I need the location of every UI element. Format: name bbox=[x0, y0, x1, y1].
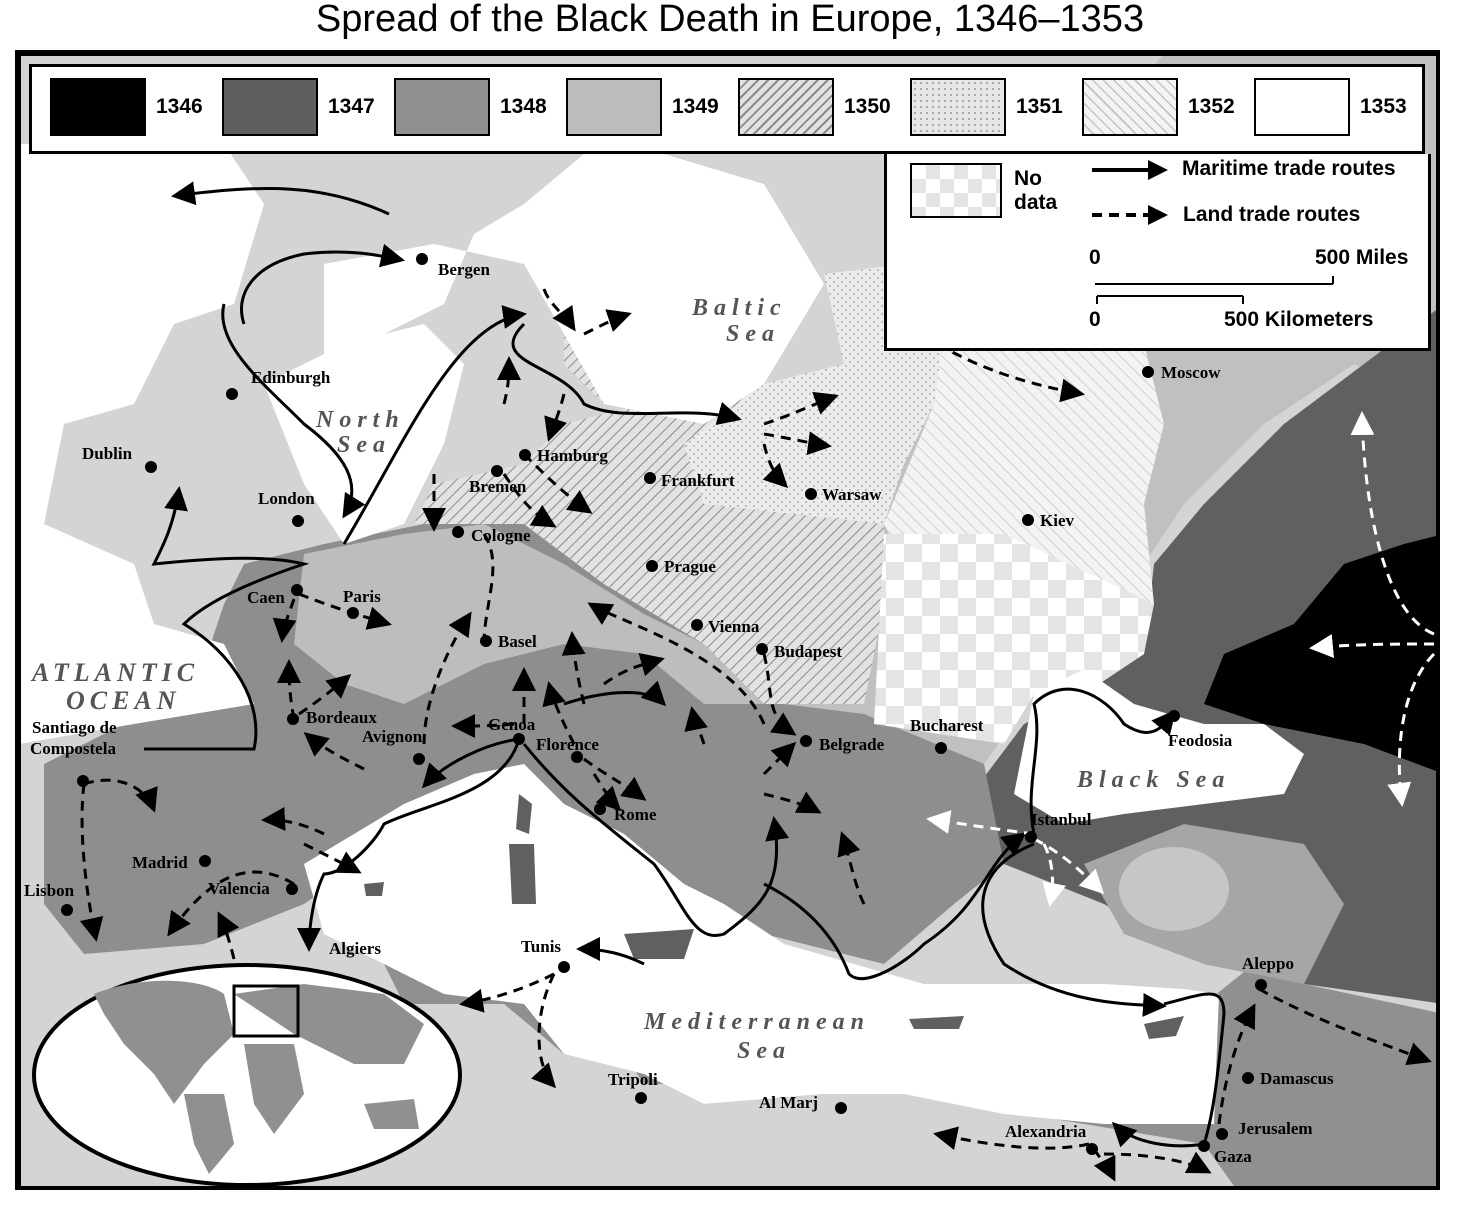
legend-label-1353: 1353 bbox=[1360, 95, 1407, 118]
inset-world-map bbox=[34, 965, 460, 1185]
city-bergen: Bergen bbox=[438, 260, 490, 279]
city-damascus: Damascus bbox=[1260, 1069, 1334, 1088]
city-alexandria: Alexandria bbox=[1005, 1122, 1087, 1141]
maritime-label: Maritime trade routes bbox=[1182, 157, 1396, 180]
city-kiev: Kiev bbox=[1040, 511, 1074, 530]
city-moscow: Moscow bbox=[1161, 363, 1221, 382]
city-budapest: Budapest bbox=[774, 642, 843, 661]
legend-label-1352: 1352 bbox=[1188, 95, 1235, 118]
city-edinburgh: Edinburgh bbox=[251, 368, 331, 387]
legend-label-1348: 1348 bbox=[500, 95, 547, 118]
city-aleppo: Aleppo bbox=[1242, 954, 1294, 973]
city-basel: Basel bbox=[498, 632, 537, 651]
scale-km: 500 Kilometers bbox=[1224, 308, 1374, 331]
city-hamburg: Hamburg bbox=[537, 446, 608, 465]
city-santiago-2: Compostela bbox=[30, 739, 116, 758]
city-belgrade: Belgrade bbox=[819, 735, 885, 754]
city-cologne: Cologne bbox=[471, 526, 531, 545]
legend-swatch-1351 bbox=[910, 78, 1006, 136]
city-algiers: Algiers bbox=[329, 939, 381, 958]
label-atlantic-2: OCEAN bbox=[66, 686, 181, 715]
city-london: London bbox=[258, 489, 315, 508]
no-data-label: No data bbox=[1014, 167, 1058, 214]
land-label: Land trade routes bbox=[1183, 203, 1361, 226]
region-anatolia-inner bbox=[1119, 847, 1229, 931]
legend-swatch-1349 bbox=[566, 78, 662, 136]
city-vienna: Vienna bbox=[708, 617, 760, 636]
city-warsaw: Warsaw bbox=[822, 485, 882, 504]
city-gaza: Gaza bbox=[1214, 1147, 1252, 1166]
label-atlantic-1: ATLANTIC bbox=[32, 658, 200, 687]
city-feodosia: Feodosia bbox=[1168, 731, 1233, 750]
label-north-sea-2: Sea bbox=[337, 432, 391, 458]
scale-miles: 500 Miles bbox=[1315, 246, 1409, 269]
island-balearic bbox=[364, 882, 384, 896]
legend-label-1350: 1350 bbox=[844, 95, 891, 118]
city-dublin: Dublin bbox=[82, 444, 133, 463]
label-black-sea: Black Sea bbox=[1077, 767, 1231, 793]
label-baltic-1: Baltic bbox=[692, 295, 787, 321]
city-tripoli: Tripoli bbox=[608, 1070, 658, 1089]
label-med-2: Sea bbox=[737, 1038, 791, 1064]
scale-km-zero: 0 bbox=[1089, 308, 1101, 331]
city-tunis: Tunis bbox=[521, 937, 562, 956]
city-al-marj: Al Marj bbox=[759, 1093, 819, 1112]
legend-label-1349: 1349 bbox=[672, 95, 719, 118]
legend-label-1346: 1346 bbox=[156, 95, 203, 118]
legend-swatch-1347 bbox=[222, 78, 318, 136]
city-avignon: Avignon bbox=[362, 727, 423, 746]
city-valencia: Valencia bbox=[208, 879, 270, 898]
legend-label-1347: 1347 bbox=[328, 95, 375, 118]
city-jerusalem: Jerusalem bbox=[1238, 1119, 1313, 1138]
city-bucharest: Bucharest bbox=[910, 716, 984, 735]
city-istanbul: Istanbul bbox=[1031, 810, 1092, 829]
label-north-sea-1: North bbox=[316, 407, 405, 433]
city-genoa: Genoa bbox=[488, 715, 536, 734]
no-data-swatch bbox=[910, 163, 1002, 218]
city-madrid: Madrid bbox=[132, 853, 188, 872]
legend-swatch-1346 bbox=[50, 78, 146, 136]
scale-miles-zero: 0 bbox=[1089, 246, 1101, 269]
island-sardinia bbox=[509, 844, 536, 904]
city-bordeaux: Bordeaux bbox=[306, 708, 377, 727]
city-bremen: Bremen bbox=[469, 477, 527, 496]
map-title: Spread of the Black Death in Europe, 1346–1353 bbox=[315, 0, 1145, 40]
label-baltic-2: Sea bbox=[726, 321, 780, 347]
city-frankfurt: Frankfurt bbox=[661, 471, 735, 490]
city-santiago-1: Santiago de bbox=[32, 718, 117, 737]
city-caen: Caen bbox=[247, 588, 285, 607]
legend-swatch-1353 bbox=[1254, 78, 1350, 136]
legend-swatch-1352 bbox=[1082, 78, 1178, 136]
legend-label-1351: 1351 bbox=[1016, 95, 1063, 118]
label-med-1: Mediterranean bbox=[644, 1009, 871, 1035]
city-prague: Prague bbox=[664, 557, 716, 576]
city-lisbon: Lisbon bbox=[24, 881, 75, 900]
legend-swatch-1348 bbox=[394, 78, 490, 136]
island-sicily bbox=[624, 929, 694, 959]
city-rome: Rome bbox=[614, 805, 657, 824]
city-paris: Paris bbox=[343, 587, 381, 606]
city-florence: Florence bbox=[536, 735, 599, 754]
legend-swatch-1350 bbox=[738, 78, 834, 136]
